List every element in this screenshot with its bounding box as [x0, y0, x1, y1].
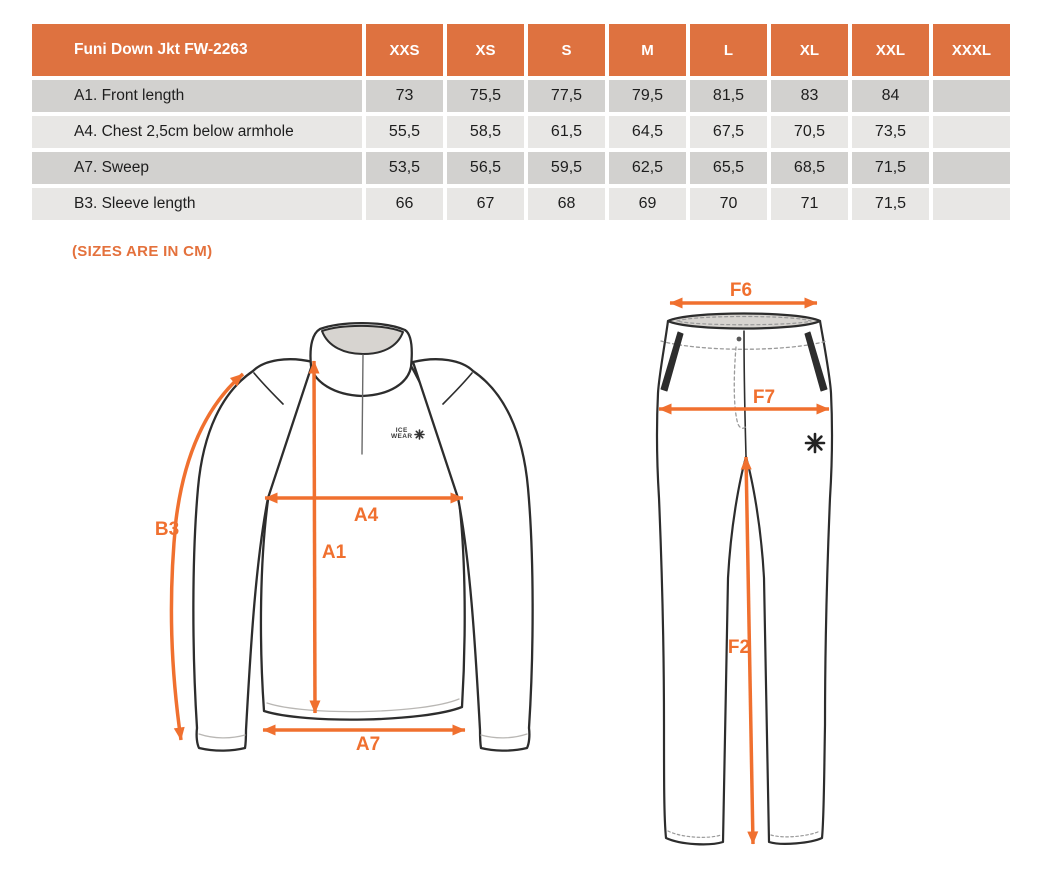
logo-line-1: ICE [395, 427, 408, 434]
size-value-cell: 66 [366, 188, 443, 220]
row-label: A1. Front length [32, 80, 362, 112]
measure-label-a4: A4 [353, 505, 379, 526]
size-value-cell: 59,5 [528, 152, 605, 184]
size-value-cell: 62,5 [609, 152, 686, 184]
size-table [32, 24, 1010, 220]
size-value-cell: 65,5 [690, 152, 767, 184]
size-value-cell: 73 [366, 80, 443, 112]
table-header-size-xs: XS [447, 24, 524, 76]
measure-label-f2: F2 [727, 637, 751, 658]
icewear-logo-text [391, 428, 412, 440]
size-value-cell: 68,5 [771, 152, 848, 184]
size-value-cell: 79,5 [609, 80, 686, 112]
size-value-cell [933, 116, 1010, 148]
table-header-size-xl: XL [771, 24, 848, 76]
size-value-cell: 70 [690, 188, 767, 220]
jacket-diagram [193, 323, 532, 751]
table-header-product: Funi Down Jkt FW-2263 [32, 24, 362, 76]
size-value-cell: 68 [528, 188, 605, 220]
size-value-cell: 73,5 [852, 116, 929, 148]
size-value-cell: 71,5 [852, 152, 929, 184]
row-label: A7. Sweep [32, 152, 362, 184]
measure-label-f6: F6 [729, 280, 753, 301]
pants-button [737, 337, 742, 342]
size-value-cell: 67,5 [690, 116, 767, 148]
measure-label-f7: F7 [752, 387, 776, 408]
icewear-chest-logo [391, 428, 425, 440]
size-value-cell: 81,5 [690, 80, 767, 112]
size-value-cell: 67 [447, 188, 524, 220]
size-value-cell: 83 [771, 80, 848, 112]
size-value-cell [933, 188, 1010, 220]
measure-label-a7: A7 [355, 734, 381, 755]
size-value-cell: 69 [609, 188, 686, 220]
size-value-cell: 71 [771, 188, 848, 220]
size-value-cell: 84 [852, 80, 929, 112]
row-label: B3. Sleeve length [32, 188, 362, 220]
table-header-size-s: S [528, 24, 605, 76]
size-value-cell [933, 80, 1010, 112]
size-value-cell: 55,5 [366, 116, 443, 148]
size-value-cell: 75,5 [447, 80, 524, 112]
table-header-size-xxs: XXS [366, 24, 443, 76]
size-value-cell: 53,5 [366, 152, 443, 184]
size-value-cell [933, 152, 1010, 184]
table-header-size-m: M [609, 24, 686, 76]
size-value-cell: 56,5 [447, 152, 524, 184]
size-value-cell: 71,5 [852, 188, 929, 220]
measure-label-a1: A1 [321, 542, 347, 563]
size-value-cell: 61,5 [528, 116, 605, 148]
size-value-cell: 70,5 [771, 116, 848, 148]
size-value-cell: 58,5 [447, 116, 524, 148]
arrow-a1 [314, 361, 315, 713]
size-value-cell: 77,5 [528, 80, 605, 112]
pants-diagram [657, 314, 832, 845]
measure-label-b3: B3 [154, 519, 180, 540]
icewear-mini-snowflake-icon [414, 429, 425, 440]
jacket-zipper [362, 355, 363, 454]
table-header-size-xxl: XXL [852, 24, 929, 76]
row-label: A4. Chest 2,5cm below armhole [32, 116, 362, 148]
logo-line-2: WEAR [391, 433, 413, 440]
table-header-size-l: L [690, 24, 767, 76]
table-header-size-xxxl: XXXL [933, 24, 1010, 76]
sizes-unit-note: (SIZES ARE IN CM) [72, 243, 213, 260]
size-value-cell: 64,5 [609, 116, 686, 148]
pants-waistband [668, 314, 820, 329]
icewear-snowflake-logo [806, 434, 824, 452]
